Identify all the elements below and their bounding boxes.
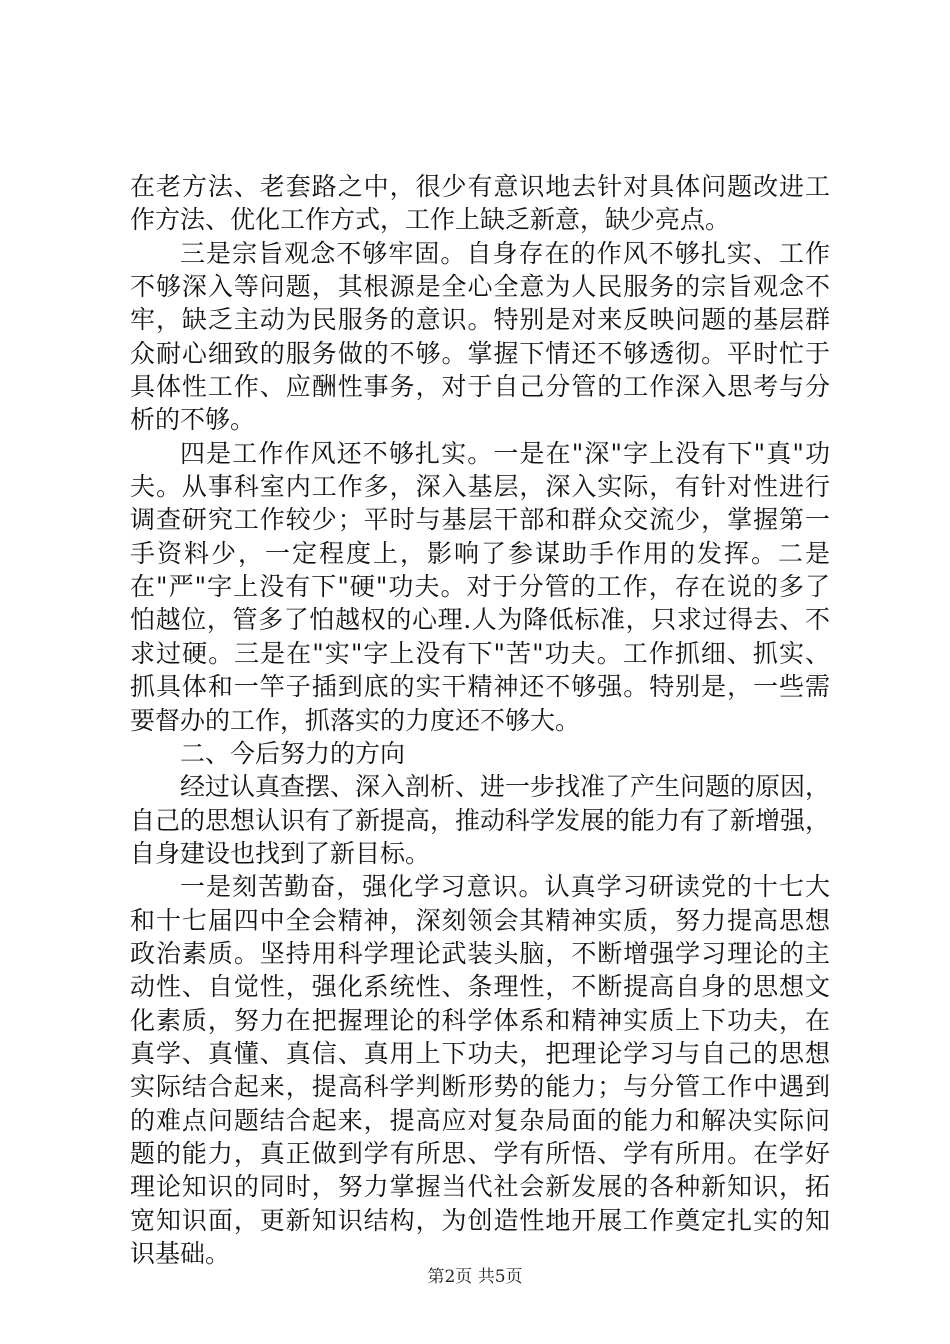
text-line: 要督办的工作，抓落实的力度还不够大。 bbox=[130, 705, 581, 735]
text-line: 化素质，努力在把握理论的科学体系和精神实质上下功夫，在 bbox=[130, 1005, 830, 1035]
text-line: 怕越位，管多了怕越权的心理.人为降低标准，只求过得去、不 bbox=[130, 605, 830, 635]
section-heading: 二、今后努力的方向 bbox=[180, 738, 406, 768]
text-line: 在"严"字上没有下"硬"功夫。对于分管的工作，存在说的多了 bbox=[130, 572, 830, 602]
text-line: 在老方法、老套路之中，很少有意识地去针对具体问题改进工 bbox=[130, 172, 830, 201]
text-line: 题的能力，真正做到学有所思、学有所悟、学有所用。在学好 bbox=[130, 1138, 830, 1168]
text-line: 夫。从事科室内工作多，深入基层，深入实际，有针对性进行 bbox=[130, 472, 830, 502]
text-line: 具体性工作、应酬性事务，对于自己分管的工作深入思考与分 bbox=[130, 372, 830, 402]
paragraph-start-line: 一是刻苦勤奋，强化学习意识。认真学习研读党的十七大 bbox=[180, 872, 830, 902]
page-number-footer: 第2页 共5页 bbox=[427, 1267, 523, 1287]
text-line: 抓具体和一竿子插到底的实干精神还不够强。特别是，一些需 bbox=[130, 672, 830, 702]
text-line: 自身建设也找到了新目标。 bbox=[130, 838, 431, 868]
text-line: 真学、真懂、真信、真用上下功夫，把理论学习与自己的思想 bbox=[130, 1038, 830, 1068]
text-line: 自己的思想认识有了新提高，推动科学发展的能力有了新增强， bbox=[130, 805, 830, 835]
text-line: 不够深入等问题，其根源是全心全意为人民服务的宗旨观念不 bbox=[130, 272, 830, 302]
text-line: 牢，缺乏主动为民服务的意识。特别是对来反映问题的基层群 bbox=[130, 305, 830, 335]
text-line: 众耐心细致的服务做的不够。掌握下情还不够透彻。平时忙于 bbox=[130, 338, 830, 368]
text-line: 调查研究工作较少；平时与基层干部和群众交流少，掌握第一 bbox=[130, 505, 830, 535]
text-line: 理论知识的同时，努力掌握当代社会新发展的各种新知识，拓 bbox=[130, 1172, 830, 1202]
text-line: 识基础。 bbox=[130, 1239, 231, 1268]
text-line: 的难点问题结合起来，提高应对复杂局面的能力和解决实际问 bbox=[130, 1105, 830, 1135]
text-line: 求过硬。三是在"实"字上没有下"苦"功夫。工作抓细、抓实、 bbox=[130, 638, 830, 668]
document-body bbox=[130, 170, 830, 1270]
paragraph-start-line: 经过认真查摆、深入剖析、进一步找准了产生问题的原因， bbox=[180, 772, 830, 802]
text-line: 实际结合起来，提高科学判断形势的能力；与分管工作中遇到 bbox=[130, 1072, 830, 1102]
paragraph-start-line: 三是宗旨观念不够牢固。自身存在的作风不够扎实、工作 bbox=[180, 238, 830, 268]
text-line: 和十七届四中全会精神，深刻领会其精神实质，努力提高思想 bbox=[130, 905, 830, 935]
text-line: 手资料少，一定程度上，影响了参谋助手作用的发挥。二是 bbox=[130, 538, 830, 568]
text-line: 政治素质。坚持用科学理论武装头脑，不断增强学习理论的主 bbox=[130, 938, 830, 968]
text-line: 析的不够。 bbox=[130, 405, 256, 435]
text-line: 宽知识面，更新知识结构，为创造性地开展工作奠定扎实的知 bbox=[130, 1205, 830, 1235]
text-line: 作方法、优化工作方式，工作上缺乏新意，缺少亮点。 bbox=[130, 205, 731, 235]
text-line: 动性、自觉性，强化系统性、条理性，不断提高自身的思想文 bbox=[130, 972, 830, 1002]
paragraph-start-line: 四是工作作风还不够扎实。一是在"深"字上没有下"真"功 bbox=[180, 438, 830, 468]
